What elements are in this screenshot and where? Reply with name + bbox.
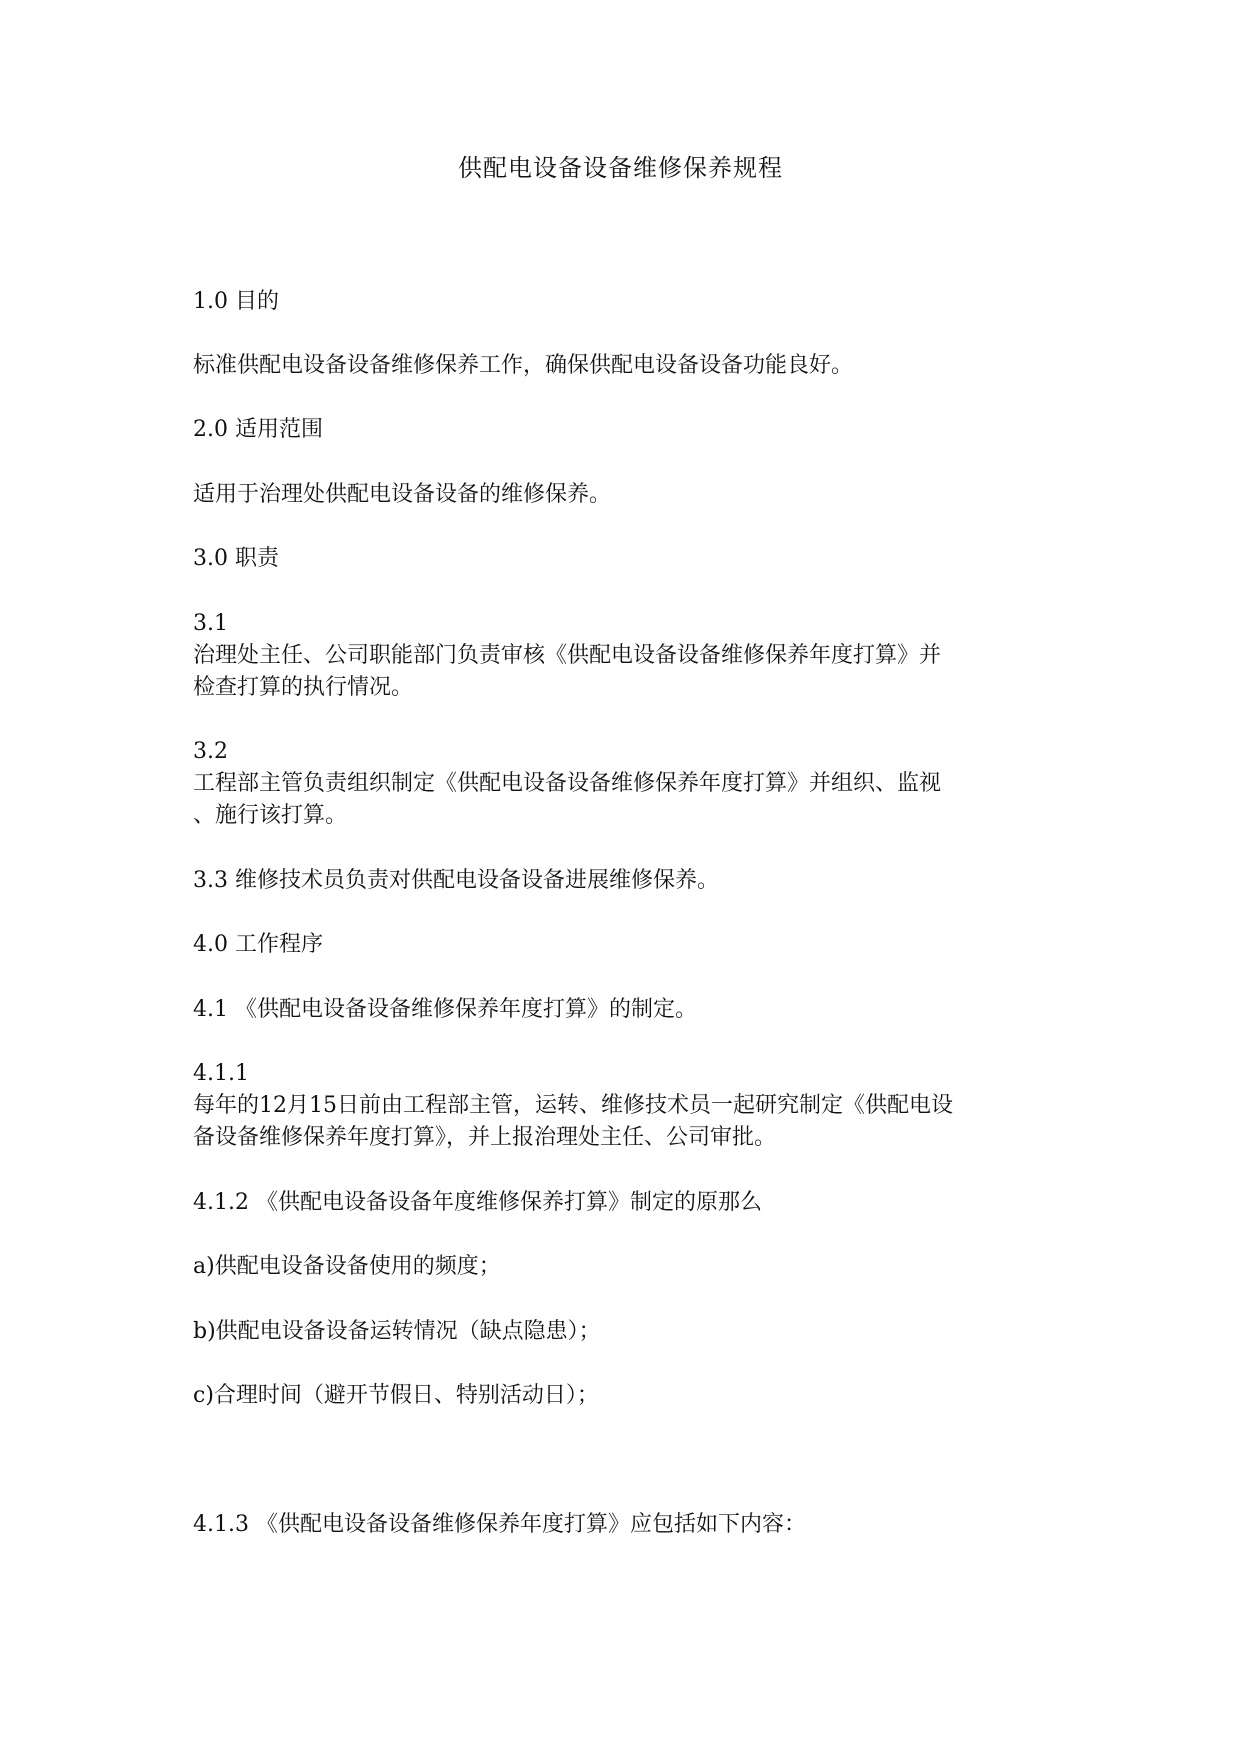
- subsection-number: 3.2: [193, 739, 228, 764]
- section-heading: 1.0 目的: [193, 289, 279, 314]
- list-item: a)供配电设备设备使用的频度；: [193, 1254, 501, 1279]
- list-item: b)供配电设备设备运转情况（缺点隐患）；: [193, 1319, 601, 1344]
- paragraph: 3.3 维修技术员负责对供配电设备设备进展维修保养。: [193, 868, 719, 893]
- subsection-number: 4.1.1: [193, 1061, 249, 1086]
- paragraph: 、施行该打算。: [193, 803, 348, 828]
- section-heading: 2.0 适用范围: [193, 417, 323, 442]
- subsection-heading: 4.1.2 《供配电设备设备年度维修保养打算》制定的原那么: [193, 1190, 762, 1215]
- section-heading: 4.0 工作程序: [193, 932, 323, 957]
- subsection-number: 3.1: [193, 611, 228, 636]
- section-heading: 3.0 职责: [193, 546, 279, 571]
- paragraph: 工程部主管负责组织制定《供配电设备设备维修保养年度打算》并组织、监视: [193, 771, 942, 796]
- list-item: c)合理时间（避开节假日、特别活动日）；: [193, 1383, 599, 1408]
- paragraph: 备设备维修保养年度打算》，并上报治理处主任、公司审批。: [193, 1125, 777, 1150]
- paragraph: 治理处主任、公司职能部门负责审核《供配电设备设备维修保养年度打算》并: [193, 643, 942, 668]
- paragraph: 标准供配电设备设备维修保养工作，确保供配电设备设备功能良好。: [193, 353, 854, 378]
- document-title: 供配电设备设备维修保养规程: [458, 154, 783, 182]
- subsection-heading: 4.1.3 《供配电设备设备维修保养年度打算》应包括如下内容：: [193, 1512, 806, 1537]
- paragraph: 检查打算的执行情况。: [193, 675, 414, 700]
- paragraph: 适用于治理处供配电设备设备的维修保养。: [193, 482, 612, 507]
- paragraph: 每年的12月15日前由工程部主管，运转、维修技术员一起研究制定《供配电设: [193, 1093, 953, 1118]
- subsection-heading: 4.1 《供配电设备设备维修保养年度打算》的制定。: [193, 997, 697, 1022]
